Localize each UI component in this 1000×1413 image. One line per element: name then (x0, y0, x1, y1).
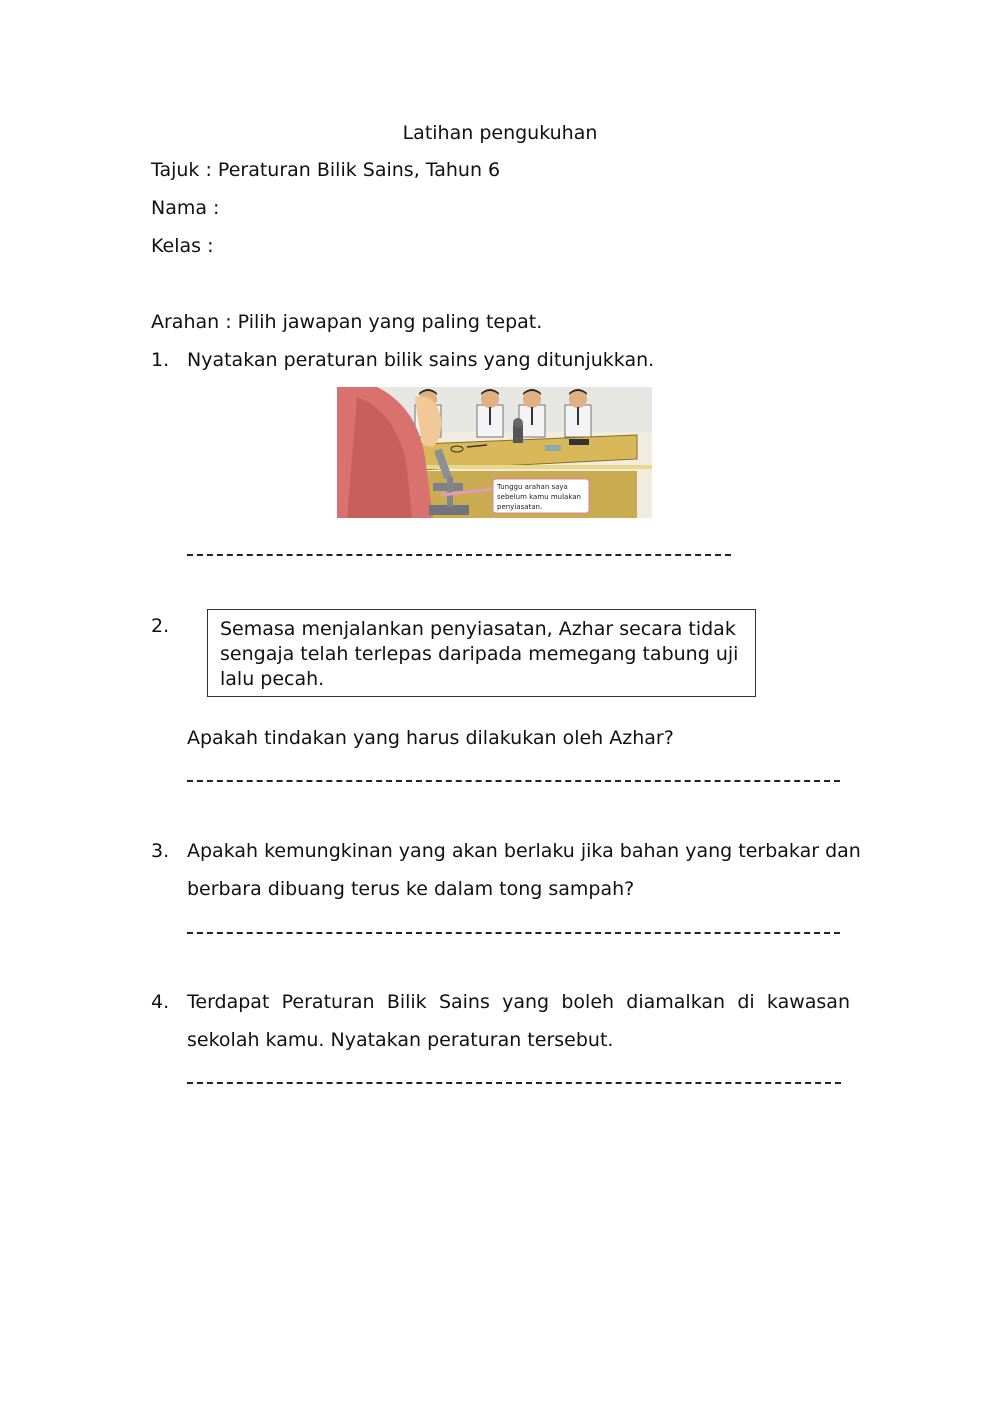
q4-text-line-1: Terdapat Peraturan Bilik Sains yang boleh diamalkan di kawasan (187, 991, 850, 1013)
speech-line-1: Tunggu arahan saya (497, 483, 568, 491)
instructions: Arahan : Pilih jawapan yang paling tepat. (151, 311, 543, 333)
q3-number: 3. (151, 840, 170, 862)
class-field-label: Kelas : (151, 235, 214, 257)
q1-answer-line[interactable] (187, 554, 731, 556)
q2-scenario-box (207, 609, 756, 697)
worksheet-title: Latihan pengukuhan (402, 122, 598, 144)
q2-number: 2. (151, 615, 170, 637)
lab-rule-illustration (337, 387, 652, 518)
q3-answer-line[interactable] (187, 932, 840, 934)
lab-illustration-svg (337, 387, 652, 518)
q1-number: 1. (151, 349, 170, 371)
q3-text-line-2: berbara dibuang terus ke dalam tong sampah? (187, 878, 635, 900)
q1-text: Nyatakan peraturan bilik sains yang ditunjukkan. (187, 349, 655, 371)
q2-box-line: Semasa menjalankan penyiasatan, Azhar secara tidak (220, 618, 736, 640)
q2-box-line: sengaja telah terlepas daripada memegang tabung uji (220, 643, 739, 665)
speech-line-3: penyiasatan. (497, 503, 543, 511)
name-field-label: Nama : (151, 197, 220, 219)
q2-question: Apakah tindakan yang harus dilakukan oleh Azhar? (187, 727, 674, 749)
q3-text-line-1: Apakah kemungkinan yang akan berlaku jika bahan yang terbakar dan (187, 840, 861, 862)
topic-line: Tajuk : Peraturan Bilik Sains, Tahun 6 (151, 159, 501, 181)
q4-answer-line[interactable] (187, 1082, 841, 1084)
q4-number: 4. (151, 991, 170, 1013)
speech-line-2: sebelum kamu mulakan (497, 493, 581, 501)
q4-text-line-2: sekolah kamu. Nyatakan peraturan tersebut. (187, 1029, 614, 1051)
q2-answer-line[interactable] (187, 780, 840, 782)
q2-box-line: lalu pecah. (220, 668, 325, 690)
